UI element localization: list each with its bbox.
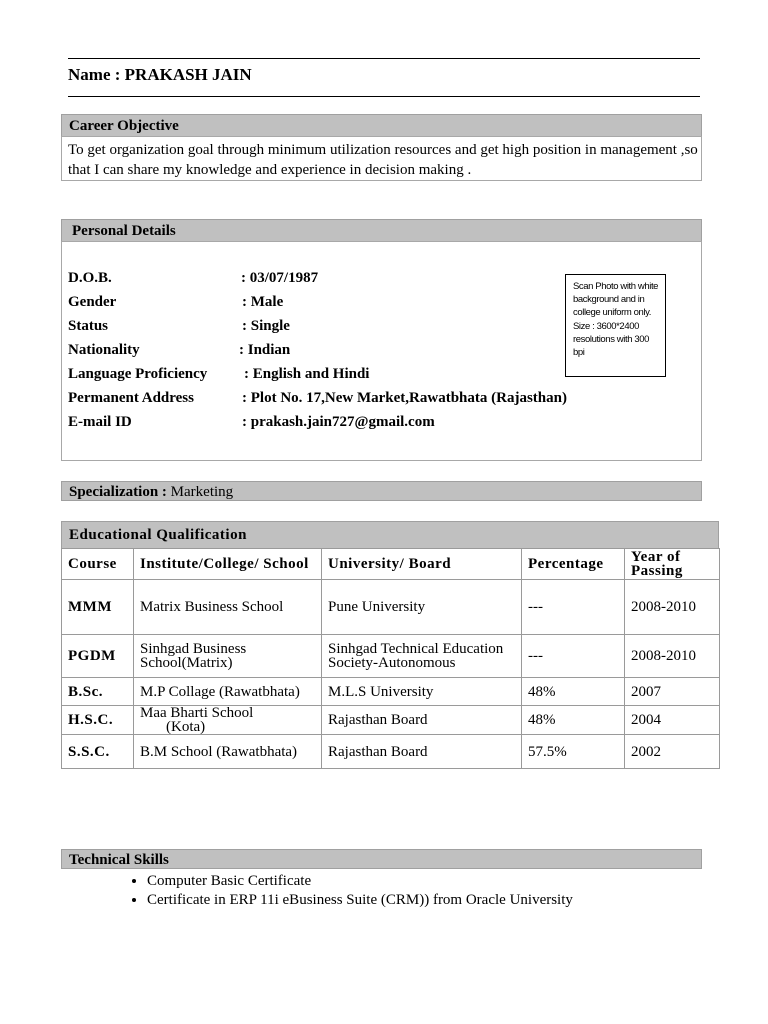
university-cell: Pune University <box>322 580 522 635</box>
percentage-cell: 48% <box>522 678 625 706</box>
institute-cell: M.P Collage (Rawatbhata) <box>134 678 322 706</box>
address-label: Permanent Address <box>68 390 194 406</box>
column-header-course: Course <box>62 549 134 580</box>
column-header-institute: Institute/College/ School <box>134 549 322 580</box>
year-cell: 2008-2010 <box>625 635 720 678</box>
institute-city: (Kota) <box>166 719 206 735</box>
technical-skills-heading <box>61 849 702 869</box>
email-value: : prakash.jain727@gmail.com <box>242 414 435 430</box>
university-cell: Sinhgad Technical Education Society-Autonomous <box>322 635 522 678</box>
table-row <box>62 635 720 678</box>
year-cell: 2008-2010 <box>625 580 720 635</box>
course-cell: MMM <box>62 580 134 635</box>
personal-details-heading <box>61 219 702 242</box>
university-cell: Rajasthan Board <box>322 706 522 735</box>
percentage-cell: 57.5% <box>522 735 625 769</box>
nationality-value: : Indian <box>239 342 291 358</box>
year-cell: 2004 <box>625 706 720 735</box>
table-row <box>62 706 720 735</box>
list-item: • Computer Basic Certificate <box>147 872 573 891</box>
status-value: : Single <box>242 318 290 334</box>
address-value: : Plot No. 17,New Market,Rawatbhata (Rajasthan) <box>242 390 567 406</box>
career-objective-title: Career Objective <box>69 118 179 134</box>
specialization-label: Specialization : <box>69 484 167 500</box>
language-value: : English and Hindi <box>244 366 370 382</box>
gender-label: Gender <box>68 294 117 310</box>
career-objective-text: To get organization goal through minimum utilization resources and get high position in management ,so that I can share my knowledge and experience in decision making . <box>68 142 698 178</box>
career-objective-heading <box>61 114 702 137</box>
table-row <box>62 580 720 635</box>
institute-cell <box>134 706 322 735</box>
course-cell: B.Sc. <box>62 678 134 706</box>
institute-cell: Matrix Business School <box>134 580 322 635</box>
education-heading <box>61 521 719 549</box>
percentage-cell: --- <box>522 635 625 678</box>
institute-name: Maa Bharti School <box>140 705 254 721</box>
status-label: Status <box>68 318 109 334</box>
gender-value: : Male <box>242 294 284 310</box>
course-cell: PGDM <box>62 635 134 678</box>
course-cell: H.S.C. <box>62 706 134 735</box>
dob-label: D.O.B. <box>68 270 112 286</box>
percentage-cell: 48% <box>522 706 625 735</box>
specialization-bar <box>61 481 702 501</box>
dob-value: : 03/07/1987 <box>241 270 319 286</box>
technical-skills-list <box>120 872 573 910</box>
nationality-label: Nationality <box>68 342 140 358</box>
technical-skills-title: Technical Skills <box>69 852 169 868</box>
personal-details-title: Personal Details <box>72 223 176 239</box>
column-header-university: University/ Board <box>322 549 522 580</box>
education-table <box>61 548 720 769</box>
year-cell: 2007 <box>625 678 720 706</box>
year-cell: 2002 <box>625 735 720 769</box>
top-rule <box>68 58 700 59</box>
university-cell: M.L.S University <box>322 678 522 706</box>
email-label: E-mail ID <box>68 414 132 430</box>
specialization-value: Marketing <box>170 484 234 500</box>
photo-placeholder <box>565 274 666 377</box>
photo-note: Scan Photo with white background and in college uniform only. Size : 3600*2400 resolutions with 300 bpi <box>573 281 659 359</box>
table-header-row <box>62 549 720 580</box>
percentage-cell: --- <box>522 580 625 635</box>
name-label: Name : <box>68 65 121 84</box>
university-cell: Rajasthan Board <box>322 735 522 769</box>
institute-cell: B.M School (Rawatbhata) <box>134 735 322 769</box>
column-header-percentage: Percentage <box>522 549 625 580</box>
course-cell: S.S.C. <box>62 735 134 769</box>
name-value: PRAKASH JAIN <box>124 65 252 84</box>
language-label: Language Proficiency <box>68 366 208 382</box>
institute-cell: Sinhgad Business School(Matrix) <box>134 635 322 678</box>
candidate-name <box>68 65 252 85</box>
name-rule <box>68 96 700 97</box>
column-header-year: Year of Passing <box>625 549 720 580</box>
table-row <box>62 735 720 769</box>
education-title: Educational Qualification <box>69 527 247 543</box>
table-row <box>62 678 720 706</box>
list-item: • Certificate in ERP 11i eBusiness Suite (CRM)) from Oracle University <box>147 891 573 910</box>
